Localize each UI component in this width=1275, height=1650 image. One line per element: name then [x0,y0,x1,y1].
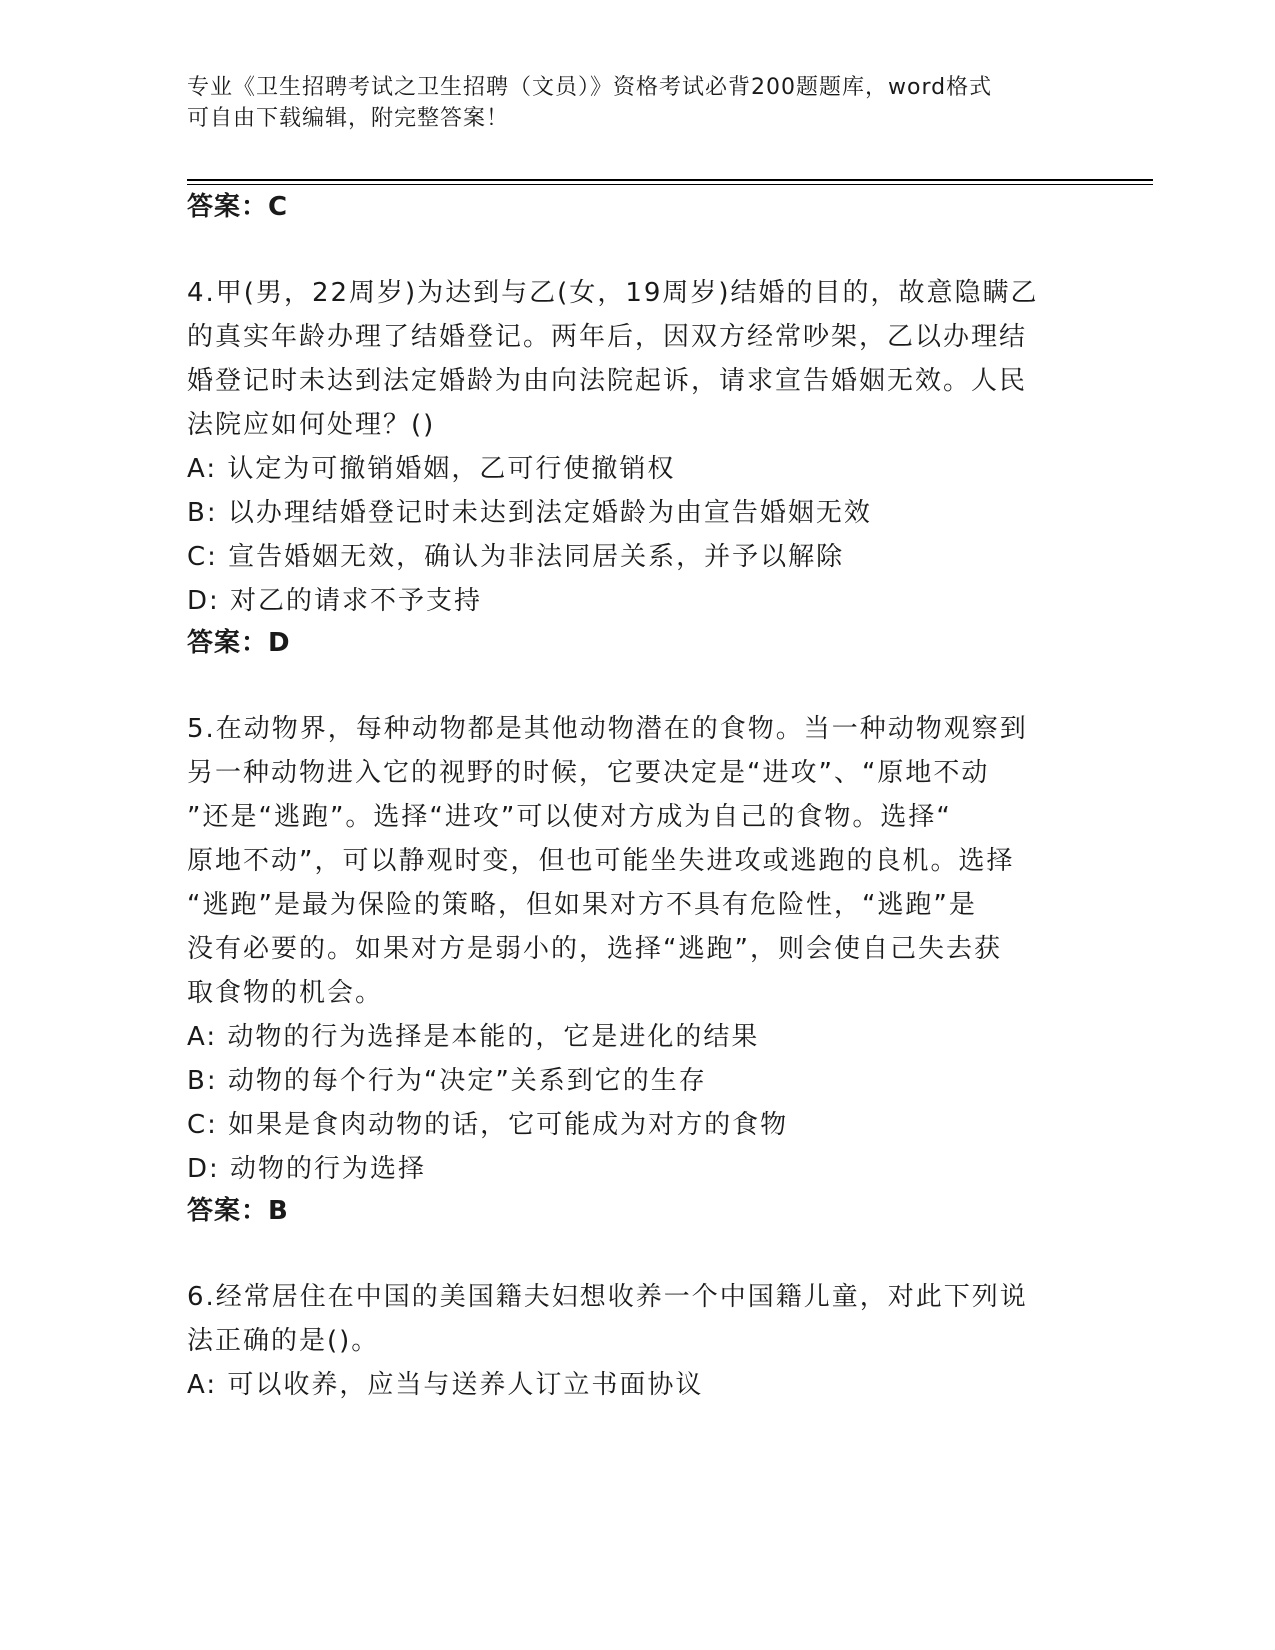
q5-option-a: A: 动物的行为选择是本能的，它是进化的结果 [187,1022,760,1052]
q4-option-a: A: 认定为可撤销婚姻，乙可行使撤销权 [187,454,676,484]
q4-option-d: D: 对乙的请求不予支持 [187,586,483,616]
header-title-line-1: 专业《卫生招聘考试之卫生招聘（文员）》资格考试必背200题题库，word格式 [187,75,993,100]
header-divider-thin [187,184,1153,185]
q4-text-line: 法院应如何处理？() [187,410,436,440]
q5-text-line: “逃跑”是最为保险的策略，但如果对方不具有危险性，“逃跑”是 [187,890,977,920]
q6-text-line: 6.经常居住在中国的美国籍夫妇想收养一个中国籍儿童，对此下列说 [187,1282,1028,1312]
q5-answer: 答案：B [187,1196,289,1226]
q5-text-line: 没有必要的。如果对方是弱小的，选择“逃跑”，则会使自己失去获 [187,934,1002,964]
document-header [187,72,1067,134]
q5-text-line: 原地不动”，可以静观时变，但也可能坐失进攻或逃跑的良机。选择 [187,846,1015,876]
header-divider-thick [187,179,1153,181]
q5-option-b: B: 动物的每个行为“决定”关系到它的生存 [187,1066,707,1096]
q5-text-line: 5.在动物界，每种动物都是其他动物潜在的食物。当一种动物观察到 [187,714,1028,744]
q5-text-line: ”还是“逃跑”。选择“进攻”可以使对方成为自己的食物。选择“ [187,802,952,832]
q4-answer: 答案：D [187,628,291,658]
previous-answer: 答案：C [187,192,289,222]
q4-option-b: B: 以办理结婚登记时未达到法定婚龄为由宣告婚姻无效 [187,498,872,528]
q6-text-line: 法正确的是()。 [187,1326,380,1356]
q5-option-c: C: 如果是食肉动物的话，它可能成为对方的食物 [187,1110,789,1140]
q4-text-line: 4.甲(男，22周岁)为达到与乙(女，19周岁)结婚的目的，故意隐瞒乙 [187,278,1039,308]
header-title-line-2: 可自由下载编辑，附完整答案！ [187,106,510,131]
q5-text-line: 取食物的机会。 [187,978,384,1008]
q4-text-line: 婚登记时未达到法定婚龄为由向法院起诉，请求宣告婚姻无效。人民 [187,366,1028,396]
q5-option-d: D: 动物的行为选择 [187,1154,427,1184]
q5-text-line: 另一种动物进入它的视野的时候，它要决定是“进攻”、“原地不动 [187,758,990,788]
q6-option-a: A: 可以收养，应当与送养人订立书面协议 [187,1370,704,1400]
q4-option-c: C: 宣告婚姻无效，确认为非法同居关系，并予以解除 [187,542,845,572]
q4-text-line: 的真实年龄办理了结婚登记。两年后，因双方经常吵架，乙以办理结 [187,322,1028,352]
